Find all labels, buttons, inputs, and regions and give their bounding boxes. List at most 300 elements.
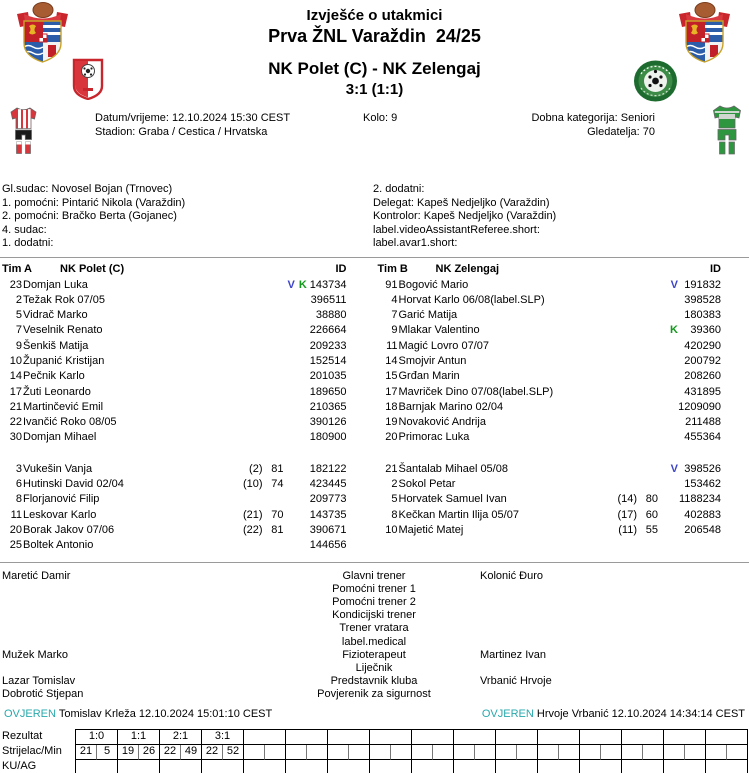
staff-row <box>0 570 749 583</box>
scorer-number-cell <box>244 745 265 760</box>
player-badges <box>658 308 678 323</box>
player-id: 390671 <box>309 523 347 536</box>
staff-row <box>0 675 749 688</box>
player-name: Leskovar Karlo <box>23 508 97 521</box>
kuag-cell <box>286 760 328 773</box>
substitution-minute <box>637 354 658 369</box>
team-b-staff-name <box>448 636 749 649</box>
player-row <box>2 278 347 293</box>
player-id: 211488 <box>685 416 721 429</box>
player-badges <box>658 415 678 430</box>
report-title: Izvješće o utakmici <box>306 7 443 24</box>
scorer-minute-cell <box>559 745 580 760</box>
official-line: Delegat: Kapeš Nedjeljko (Varaždin) <box>373 196 550 209</box>
team-a-staff-name <box>0 622 300 635</box>
player-badges <box>658 339 678 354</box>
team-a-staff-name <box>0 583 300 596</box>
scorer-number-cell: 22 <box>160 745 181 760</box>
player-id: 209233 <box>309 339 347 352</box>
result-cell <box>286 730 328 745</box>
substitution-minute <box>263 323 284 338</box>
officials-right-column <box>373 183 749 251</box>
match-title: NK Polet (C) - NK Zelengaj <box>268 59 481 78</box>
player-id: 39360 <box>690 324 721 337</box>
player-id: 206548 <box>684 523 721 536</box>
team-b-label: Tim B <box>377 262 408 275</box>
age-category: Dobna kategorija: Seniori <box>531 112 655 124</box>
team-a-staff-name: Lazar Tomislav <box>2 675 76 688</box>
substituted-for-number <box>229 538 263 553</box>
player-name: Hutinski David 02/04 <box>23 478 124 491</box>
officials-left-column <box>0 183 373 251</box>
substitution-minute <box>263 354 284 369</box>
kuag-cell <box>244 760 286 773</box>
player-shirt-number: 5 <box>15 309 22 322</box>
player-name: Mlakar Valentino <box>398 324 480 337</box>
substituted-for-number <box>603 430 637 445</box>
player-id: 143735 <box>309 508 347 521</box>
team-a-staff-name <box>0 662 300 675</box>
player-row <box>2 400 347 415</box>
player-row <box>378 477 722 492</box>
kuag-label: KU/AG <box>2 759 37 772</box>
scorer-number-cell <box>622 745 643 760</box>
player-row <box>378 523 722 538</box>
staff-role-label: Kondicijski trener <box>332 609 416 622</box>
player-row <box>2 477 347 492</box>
player-shirt-number: 20 <box>385 431 398 444</box>
player-badges <box>658 323 678 338</box>
player-row <box>2 323 347 338</box>
substituted-for-number: (14) <box>617 493 637 506</box>
player-row <box>2 369 347 384</box>
team-b-staff-name <box>448 583 749 596</box>
substituted-for-number <box>603 415 637 430</box>
kuag-cell <box>622 760 664 773</box>
result-cell <box>412 730 454 745</box>
substitution-minute <box>637 323 658 338</box>
player-shirt-number: 21 <box>9 400 22 413</box>
team-a-player-list <box>2 278 347 554</box>
player-name: Veselnik Renato <box>23 324 103 337</box>
match-stadium: Stadion: Graba / Cestica / Hrvatska <box>95 125 268 138</box>
result-cell: 3:1 <box>202 730 244 745</box>
player-shirt-number: 5 <box>391 493 398 506</box>
scorer-minute-cell: 26 <box>139 745 160 760</box>
player-badges <box>658 492 678 507</box>
player-name: Primorac Luka <box>398 431 470 444</box>
substitution-minute <box>637 369 658 384</box>
substituted-for-number <box>603 339 637 354</box>
player-badges <box>284 369 304 384</box>
player-id: 208260 <box>684 370 721 383</box>
team-b-staff-name: Kolonić Đuro <box>480 569 543 582</box>
player-row <box>378 308 722 323</box>
player-id: 38880 <box>315 309 347 322</box>
player-shirt-number: 2 <box>391 478 398 491</box>
substitution-minute <box>263 278 284 293</box>
staff-role-label: Povjerenik za sigurnost <box>317 688 431 701</box>
substituted-for-number <box>229 369 263 384</box>
player-shirt-number: 14 <box>9 370 22 383</box>
player-row <box>2 523 347 538</box>
substituted-for-number <box>603 323 637 338</box>
competition-title: Prva ŽNL Varaždin 24/25 <box>268 26 481 46</box>
scorer-minute-cell <box>433 745 454 760</box>
home-kit-icon <box>10 107 37 158</box>
substituted-for-number: (21) <box>242 508 263 521</box>
substitution-minute <box>263 492 284 507</box>
player-id: 182122 <box>309 462 347 475</box>
player-name: Boltek Antonio <box>23 539 94 552</box>
substituted-for-number <box>229 323 263 338</box>
player-shirt-number: 10 <box>385 523 398 536</box>
player-shirt-number: 18 <box>385 400 398 413</box>
substituted-for-number <box>603 477 637 492</box>
player-shirt-number: 17 <box>9 385 22 398</box>
player-shirt-number: 11 <box>386 339 398 352</box>
player-id: 189650 <box>309 385 347 398</box>
player-shirt-number: 4 <box>391 293 398 306</box>
player-id: 423445 <box>309 478 347 491</box>
result-cell: 1:0 <box>76 730 118 745</box>
player-shirt-number: 91 <box>385 278 398 291</box>
substituted-for-number: (17) <box>617 508 637 521</box>
official-line: 2. dodatni: <box>373 183 425 195</box>
team-a-header <box>2 262 347 278</box>
team-a-staff-name <box>0 636 300 649</box>
player-row <box>2 354 347 369</box>
kuag-cell <box>328 760 370 773</box>
player-id: 144656 <box>309 539 347 552</box>
substitution-minute <box>263 293 284 308</box>
player-row <box>378 462 722 477</box>
player-id: 390126 <box>309 416 347 429</box>
player-row <box>2 538 347 553</box>
player-badges <box>658 462 678 477</box>
player-name: Majetić Matej <box>398 523 464 536</box>
home-certification <box>4 707 272 721</box>
player-badges <box>284 385 304 400</box>
team-a-staff-name: Dobrotić Stjepan <box>2 688 84 701</box>
staff-row <box>0 649 749 662</box>
staff-row <box>0 622 749 635</box>
federation-crest-icon <box>14 1 71 66</box>
player-shirt-number: 25 <box>9 539 22 552</box>
certified-badge: OVJEREN <box>4 707 56 720</box>
certifier-away: Hrvoje Vrbanić 12.10.2024 14:34:14 CEST <box>536 707 745 720</box>
substitution-minute <box>637 430 658 445</box>
official-line: 4. sudac: <box>2 223 47 236</box>
scorer-minute-cell <box>685 745 706 760</box>
score-grid <box>75 729 748 773</box>
substituted-for-number <box>229 415 263 430</box>
player-badges <box>284 462 304 477</box>
goalkeeper-badge: V <box>670 278 678 291</box>
player-badges <box>284 523 304 538</box>
official-line: label.avar1.short: <box>373 237 458 249</box>
player-id: 396511 <box>310 293 347 306</box>
player-id: 398526 <box>684 462 721 475</box>
result-cell <box>496 730 538 745</box>
player-badges <box>658 293 678 308</box>
substituted-for-number: (10) <box>242 478 263 491</box>
scorer-minute-cell: 49 <box>181 745 202 760</box>
scorer-minute-cell <box>307 745 328 760</box>
staff-role-label: Trener vratara <box>339 622 409 635</box>
player-badges <box>658 278 678 293</box>
attendance: Gledatelja: 70 <box>587 125 655 138</box>
player-id: 143734 <box>309 278 347 291</box>
player-row <box>378 339 722 354</box>
player-shirt-number: 9 <box>391 324 398 337</box>
player-badges <box>284 508 304 523</box>
player-shirt-number: 3 <box>15 462 22 475</box>
substituted-for-number <box>603 354 637 369</box>
player-shirt-number: 14 <box>385 354 398 367</box>
scorer-minute-cell <box>391 745 412 760</box>
goalkeeper-badge: V <box>670 462 678 475</box>
score-progress-section <box>0 729 749 773</box>
certified-badge: OVJEREN <box>481 707 534 720</box>
player-name: Težak Rok 07/05 <box>23 293 105 306</box>
team-b-staff-name <box>448 662 749 675</box>
player-id: 180900 <box>309 431 347 444</box>
substitution-minute <box>637 462 658 477</box>
staff-role-label: Liječnik <box>355 661 393 674</box>
player-shirt-number: 11 <box>10 508 22 521</box>
player-badges <box>284 293 304 308</box>
player-row <box>378 400 722 415</box>
player-shirt-number: 2 <box>15 293 22 306</box>
player-shirt-number: 7 <box>15 324 22 337</box>
substitution-minute <box>637 415 658 430</box>
substituted-for-number <box>603 293 637 308</box>
match-officials <box>0 183 749 251</box>
player-name: Magić Lovro 07/07 <box>398 339 489 352</box>
result-cell <box>622 730 664 745</box>
player-badges <box>658 523 678 538</box>
player-row <box>378 293 722 308</box>
player-name: Bogović Mario <box>398 278 469 291</box>
result-cell <box>706 730 748 745</box>
scorer-number-cell <box>538 745 559 760</box>
player-row <box>2 339 347 354</box>
scorer-minute-cell <box>265 745 286 760</box>
team-a-staff-name: Mužek Marko <box>2 648 69 661</box>
substitution-minute <box>637 293 658 308</box>
substituted-for-number <box>229 293 263 308</box>
substitution-minute: 81 <box>271 462 284 475</box>
captain-badge: K <box>670 324 678 337</box>
player-shirt-number: 6 <box>15 478 22 491</box>
scorer-minute-cell <box>349 745 370 760</box>
player-name: Florjanović Filip <box>23 493 100 506</box>
team-b-staff-name <box>448 596 749 609</box>
result-cell <box>538 730 580 745</box>
team-b-staff-name: Vrbanić Hrvoje <box>480 675 552 688</box>
substituted-for-number <box>603 369 637 384</box>
kuag-cell <box>160 760 202 773</box>
staff-role-label: Predstavnik kluba <box>330 675 418 688</box>
player-badges <box>284 538 304 553</box>
scorer-number-cell <box>412 745 433 760</box>
player-badges <box>658 385 678 400</box>
player-name: Sokol Petar <box>398 478 456 491</box>
scorer-minute-cell: 5 <box>97 745 118 760</box>
list-gap <box>378 446 722 462</box>
kuag-cell <box>580 760 622 773</box>
home-club-crest-icon <box>72 58 104 103</box>
player-badges <box>284 323 304 338</box>
player-badges <box>658 369 678 384</box>
official-line: 1. pomoćni: Pintarić Nikola (Varaždin) <box>2 196 186 209</box>
player-id: 191832 <box>684 278 721 291</box>
player-badges <box>284 278 307 293</box>
substitution-minute <box>263 400 284 415</box>
id-column-header: ID <box>710 262 721 275</box>
substitution-minute <box>263 369 284 384</box>
team-b-player-list <box>378 278 722 539</box>
substitution-minute <box>263 385 284 400</box>
kuag-row <box>76 760 748 773</box>
player-id: 152514 <box>309 354 347 367</box>
team-a-lineup <box>0 262 375 554</box>
kuag-cell <box>370 760 412 773</box>
match-round: Kolo: 9 <box>363 112 398 124</box>
player-shirt-number: 19 <box>385 416 398 429</box>
result-cell <box>664 730 706 745</box>
player-id: 431895 <box>684 385 721 398</box>
player-shirt-number: 8 <box>15 493 22 506</box>
player-name: Šantalab Mihael 05/08 <box>398 462 508 475</box>
player-badges <box>658 400 678 415</box>
scorer-minute-cell <box>727 745 748 760</box>
substitution-minute: 81 <box>271 523 284 536</box>
section-divider <box>0 257 749 258</box>
scorer-min-label: Strijelac/Min <box>2 744 62 757</box>
team-b-name: NK Zelengaj <box>435 262 500 275</box>
substituted-for-number <box>229 385 263 400</box>
substitution-minute: 74 <box>271 478 284 491</box>
player-badges <box>284 492 304 507</box>
staff-row <box>0 609 749 622</box>
scorer-number-cell <box>580 745 601 760</box>
certification-row <box>0 707 749 721</box>
kuag-cell <box>118 760 160 773</box>
player-shirt-number: 9 <box>15 339 22 352</box>
team-a-staff-name <box>0 609 300 622</box>
player-badges <box>284 415 304 430</box>
match-datetime: Datum/vrijeme: 12.10.2024 15:30 CEST <box>95 112 291 124</box>
section-divider <box>0 562 749 563</box>
player-name: Županić Kristijan <box>23 354 105 367</box>
official-line: Gl.sudac: Novosel Bojan (Trnovec) <box>2 183 173 195</box>
player-id: 201035 <box>309 370 347 383</box>
final-score: 3:1 (1:1) <box>345 81 404 98</box>
player-row <box>378 492 722 507</box>
substitution-minute <box>637 385 658 400</box>
player-row <box>378 369 722 384</box>
player-name: Garić Matija <box>398 309 458 322</box>
player-row <box>2 492 347 507</box>
substitution-minute <box>263 308 284 323</box>
player-badges <box>284 400 304 415</box>
player-row <box>2 293 347 308</box>
staff-role-label: Fizioterapeut <box>342 648 406 661</box>
player-shirt-number: 21 <box>385 462 398 475</box>
scorer-number-cell <box>706 745 727 760</box>
scorer-number-cell: 22 <box>202 745 223 760</box>
player-shirt-number: 15 <box>385 370 398 383</box>
result-cell <box>454 730 496 745</box>
staff-row <box>0 662 749 675</box>
official-line: 1. dodatni: <box>2 237 54 249</box>
substitution-minute <box>637 400 658 415</box>
away-club-crest-icon <box>633 60 678 105</box>
scorer-number-cell <box>328 745 349 760</box>
team-a-staff-name <box>0 596 300 609</box>
team-b-header <box>378 262 722 278</box>
result-cell: 2:1 <box>160 730 202 745</box>
player-name: Žuti Leonardo <box>23 385 91 398</box>
kuag-cell <box>202 760 244 773</box>
player-shirt-number: 7 <box>391 309 398 322</box>
player-row <box>378 323 722 338</box>
player-name: Borak Jakov 07/06 <box>23 523 115 536</box>
player-id: 209773 <box>309 493 347 506</box>
team-b-staff-name <box>448 609 749 622</box>
player-name: Domjan Mihael <box>23 431 97 444</box>
substituted-for-number <box>229 308 263 323</box>
kuag-cell <box>76 760 118 773</box>
kuag-cell <box>454 760 496 773</box>
player-name: Barnjak Marino 02/04 <box>398 400 504 413</box>
substituted-for-number <box>603 308 637 323</box>
substitution-minute <box>263 430 284 445</box>
player-row <box>2 415 347 430</box>
player-row <box>2 462 347 477</box>
player-name: Horvatek Samuel Ivan <box>398 493 507 506</box>
player-name: Ivančić Roko 08/05 <box>23 416 117 429</box>
official-line: label.videoAssistantReferee.short: <box>373 223 540 236</box>
lineups-section <box>0 262 749 554</box>
player-name: Horvat Karlo 06/08(label.SLP) <box>398 293 545 306</box>
player-badges <box>284 308 304 323</box>
staff-role-label: label.medical <box>341 635 407 648</box>
away-kit-icon <box>712 105 742 158</box>
substitution-minute <box>263 415 284 430</box>
player-row <box>378 354 722 369</box>
result-cell <box>244 730 286 745</box>
substitution-minute <box>637 477 658 492</box>
player-row <box>2 385 347 400</box>
official-line: 2. pomoćni: Bračko Berta (Gojanec) <box>2 210 177 222</box>
team-b-lineup <box>375 262 749 554</box>
player-shirt-number: 8 <box>391 508 398 521</box>
player-badges <box>658 430 678 445</box>
score-row-labels <box>2 729 62 773</box>
player-row <box>378 508 722 523</box>
player-id: 420290 <box>684 339 721 352</box>
staff-role-label: Pomoćni trener 1 <box>332 582 416 595</box>
kuag-cell <box>706 760 748 773</box>
team-a-label: Tim A <box>2 262 32 275</box>
player-shirt-number: 17 <box>385 385 398 398</box>
staff-role-label: Glavni trener <box>342 569 406 582</box>
team-b-staff-name: Martinez Ivan <box>480 648 547 661</box>
official-line: Kontrolor: Kapeš Nedjeljko (Varaždin) <box>373 210 557 222</box>
